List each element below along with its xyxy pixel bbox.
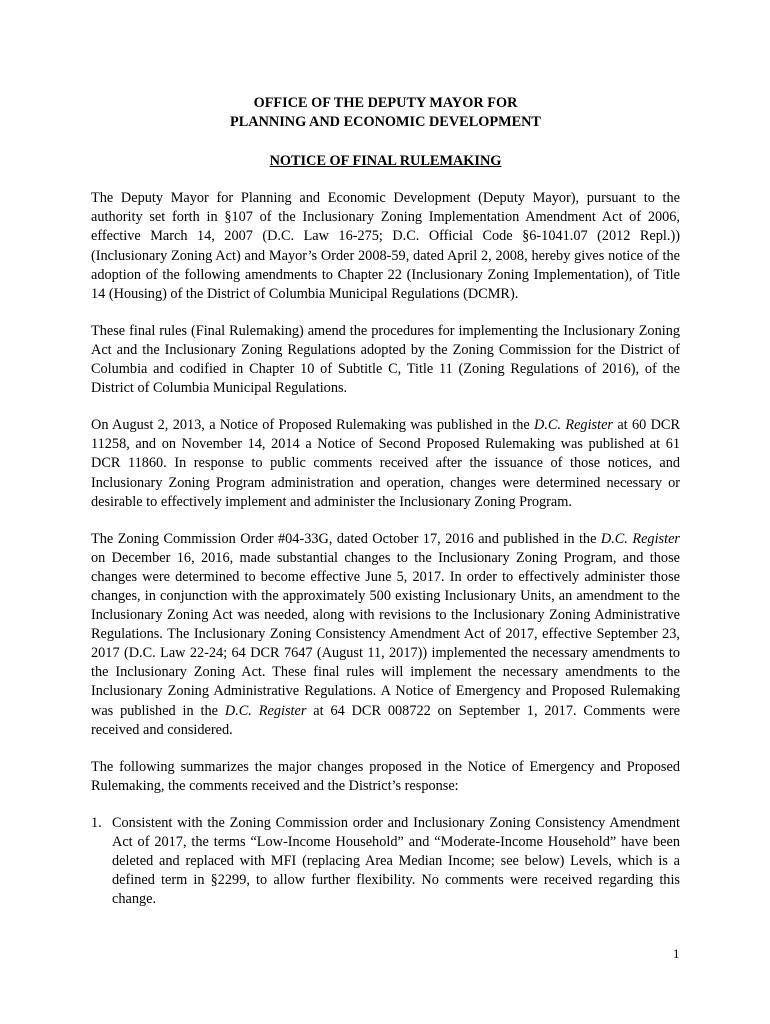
document-body [91, 94, 680, 909]
p3-text-a: On August 2, 2013, a Notice of Proposed Rulemaking was published in the [91, 417, 535, 434]
p4-dc-register-2: D.C. Register [224, 702, 307, 719]
p4-text-b: on December 16, 2016, made substantial changes to the Inclusionary Zoning Program, and those changes were determined to become effective June 5, 2017. In order to effectively administer those changes, in conjunction with the approximately 500 existing Inclusionary Units, an amendment to the Inclusionary Zoning Act was needed, along with revisions to the Inclusionary Zoning Administrative Regulations. The Inclusionary Zoning Consistency Amendment Act of 2017, effective September 23, 2017 (D.C. Law 22-24; 64 DCR 7647 (August 11, 2017)) implemented the necessary amendments to the Inclusionary Zoning Act. These final rules will implement the necessary amendments to the Inclusionary Zoning Administrative Regulations. A Notice of Emergency and Proposed Rulemaking was published in the [91, 549, 680, 719]
paragraph-summary-intro: The following summarizes the major changes proposed in the Notice of Emergency and Proposed Rulemaking, the comments received and the District’s response: [91, 758, 680, 794]
p4-text-a: The Zoning Commission Order #04-33G, dated October 17, 2016 and published in the [91, 530, 601, 547]
page-number: 1 [673, 946, 680, 961]
p3-dc-register: D.C. Register [534, 417, 613, 434]
list-item-text: Consistent with the Zoning Commission order and Inclusionary Zoning Consistency Amendment Act of 2017, the terms “Low-Income Household” and “Moderate-Income Household” have been deleted and replaced with MFI (replacing Area Median Income; see below) Levels, which is a defined term in §2299, to allow further flexibility. No comments were received regarding this change. [112, 814, 680, 908]
list-item [91, 814, 680, 909]
office-heading-line1: OFFICE OF THE DEPUTY MAYOR FOR [253, 95, 518, 111]
paragraph-authority: The Deputy Mayor for Planning and Economic Development (Deputy Mayor), pursuant to the authority set forth in §107 of the Inclusionary Zoning Implementation Amendment Act of 2006, effective March 14, 2007 (D.C. Law 16-275; D.C. Official Code §6-1041.07 (2012 Repl.)) (Inclusionary Zoning Act) and Mayor’s Order 2008-59, dated April 2, 2008, hereby gives notice of the adoption of the following amendments to Chapter 22 (Inclusionary Zoning Implementation), of Title 14 (Housing) of the District of Columbia Municipal Regulations (DCMR). [91, 190, 680, 302]
paragraph-proposed-rulemaking [91, 416, 680, 511]
notice-title: NOTICE OF FINAL RULEMAKING [269, 153, 502, 170]
p3-text-b: at 60 DCR 11258, and on November 14, 2014 a Notice of Second Proposed Rulemaking was published at 61 DCR 11860. In response to public comments received after the issuance of those notices, and Inclusionary Zoning Program administration and operation, changes were determined necessary or desirable to effectively implement and administer the Inclusionary Zoning Program. [91, 417, 680, 510]
paragraph-zoning-commission-order [91, 530, 680, 740]
office-heading-line2: PLANNING AND ECONOMIC DEVELOPMENT [230, 114, 541, 131]
list-item-number: 1. [91, 814, 102, 831]
p4-dc-register-1: D.C. Register [600, 530, 680, 547]
paragraph-final-rules: These final rules (Final Rulemaking) amend the procedures for implementing the Inclusionary Zoning Act and the Inclusionary Zoning Regulations adopted by the Zoning Commission for the District of Columbia and codified in Chapter 10 of Subtitle C, Title 11 (Zoning Regulations of 2016), of the District of Columbia Municipal Regulations. [91, 322, 680, 397]
p4-text-c: at 64 DCR 008722 on September 1, 2017. Comments were received and considered. [91, 702, 681, 738]
